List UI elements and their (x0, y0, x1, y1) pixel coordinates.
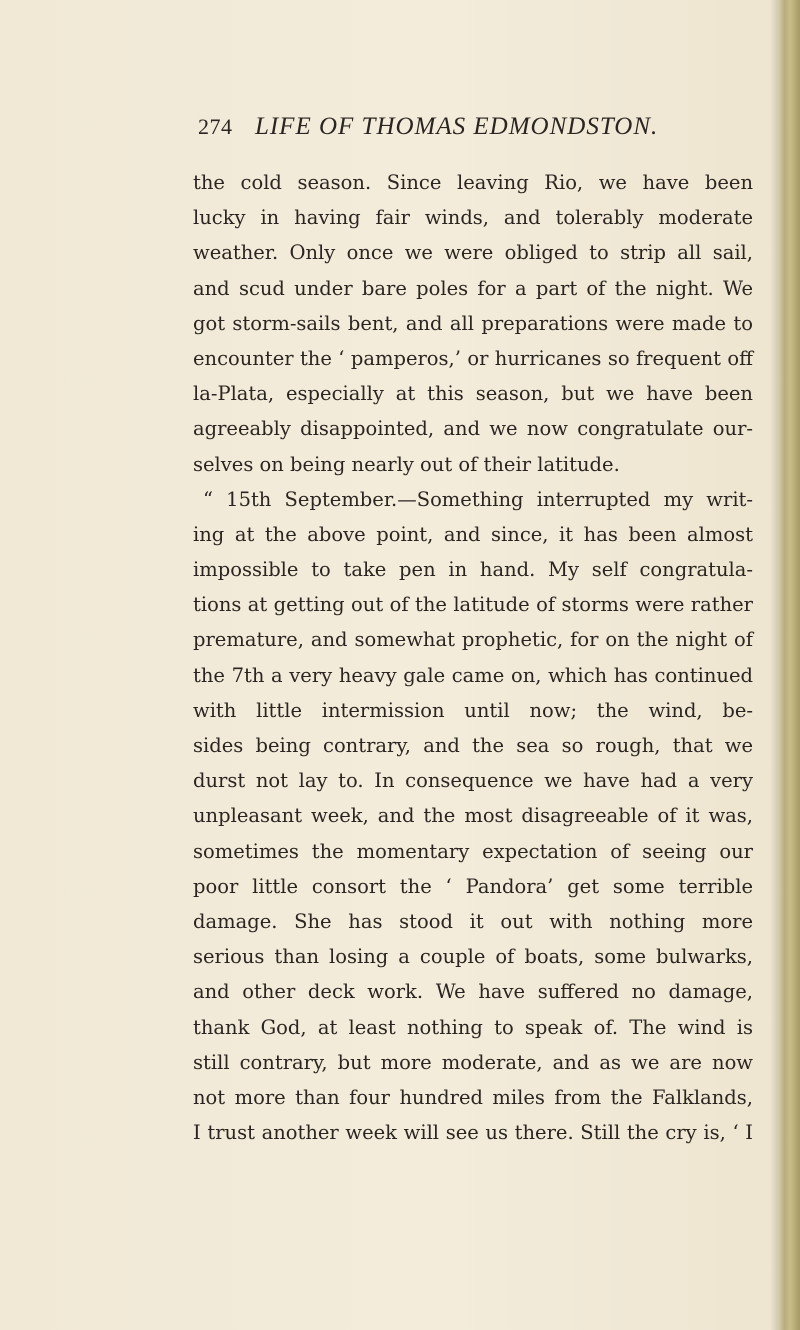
text-line: the cold season. Since leaving Rio, we have been (193, 171, 753, 194)
text-line: still contrary, but more moderate, and as we are now (193, 1050, 753, 1074)
text-line: “ 15th September.—Something interrupted my writ- (203, 487, 753, 511)
text-line: la-Plata, especially at this season, but we have been (193, 382, 753, 406)
text-line: tions at getting out of the latitude of storms were rather (193, 593, 753, 617)
body-text (193, 165, 753, 1150)
text-line: sometimes the momentary expectation of seeing our (193, 839, 753, 863)
text-line: damage. She has stood it out with nothing more (193, 909, 753, 933)
text-line: and scud under bare poles for a part of the night. We (193, 276, 753, 300)
text-line: the 7th a very heavy gale came on, which has continued (193, 663, 753, 687)
text-line: durst not lay to. In consequence we have had a very (193, 769, 753, 793)
text-line: impossible to take pen in hand. My self congratula- (193, 558, 753, 582)
running-head (198, 109, 758, 143)
text-line: poor little consort the ‘ Pandora’ get some terrible (193, 874, 753, 898)
text-line: weather. Only once we were obliged to strip all sail, (193, 241, 753, 265)
text-line: selves on being nearly out of their latitude. (193, 452, 620, 476)
text-line: not more than four hundred miles from the Falklands, (193, 1085, 753, 1109)
text-line: serious than losing a couple of boats, some bulwarks, (193, 945, 753, 969)
page-number: 274 (198, 114, 233, 139)
text-line: I trust another week will see us there. Still the cry is, ‘ I (193, 1121, 753, 1145)
text-line: ing at the above point, and since, it has been almost (193, 522, 753, 546)
running-title: LIFE OF THOMAS EDMONDSTON. (254, 113, 659, 140)
text-line: agreeably disappointed, and we now congratulate our- (193, 417, 753, 441)
text-line: thank God, at least nothing to speak of. The wind is (193, 1015, 753, 1039)
text-line: encounter the ‘ pamperos,’ or hurricanes so frequent off (193, 346, 753, 370)
text-line: sides being contrary, and the sea so rough, that we (193, 734, 753, 757)
text-line: premature, and somewhat prophetic, for on the night of (193, 628, 753, 652)
text-line: unpleasant week, and the most disagreeable of it was, (193, 804, 753, 828)
text-line: lucky in having fair winds, and tolerably moderate (193, 206, 753, 230)
text-line: got storm-sails bent, and all preparations were made to (193, 311, 753, 335)
page-edge (778, 0, 800, 1330)
page-gutter-shadow (770, 0, 778, 1330)
text-line: with little intermission until now; the wind, be- (193, 698, 753, 722)
text-line: and other deck work. We have suffered no damage, (193, 980, 753, 1004)
